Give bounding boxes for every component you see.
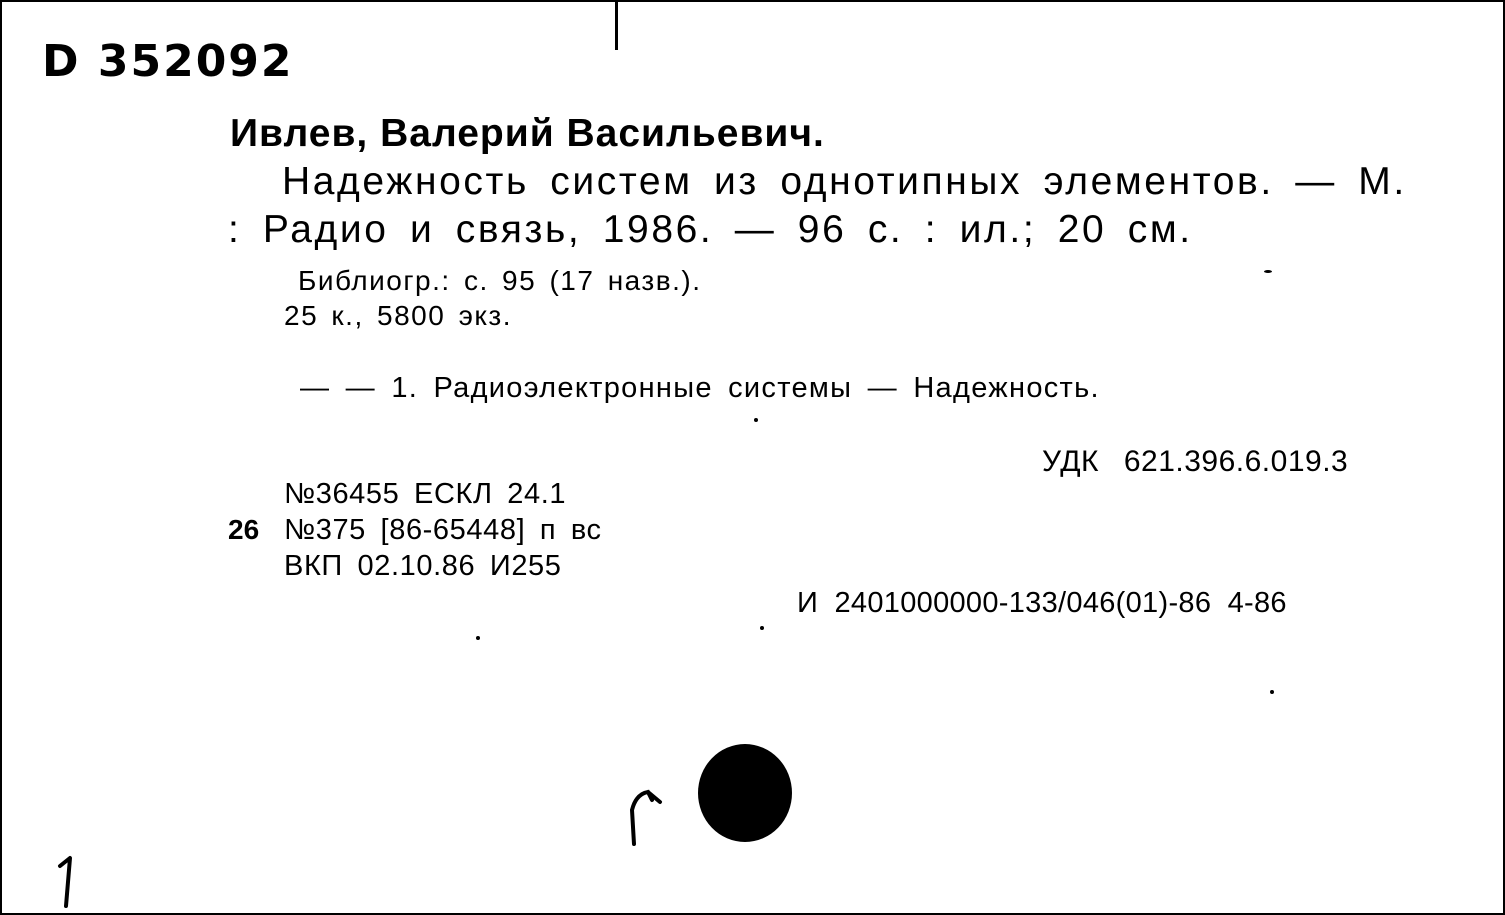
speck [760, 626, 764, 630]
registration-line-2: №375 [86-65448] п вс [284, 514, 602, 546]
registration-line-1: №36455 ЕСКЛ 24.1 [284, 478, 567, 510]
bibliography-note: Библиогр.: с. 95 (17 назв.). [298, 265, 702, 296]
call-number: D 352092 [42, 36, 294, 87]
title-line-1: Надежность систем из однотипных элементов. — М. [282, 160, 1407, 203]
speck [754, 418, 758, 422]
isbn-line: И 2401000000-133/046(01)-86 4-86 [797, 587, 1287, 619]
speck [476, 636, 480, 640]
udk-code: УДК 621.396.6.019.3 [1042, 445, 1349, 478]
registration-number: 26 [228, 514, 260, 545]
handwritten-mark-icon [624, 780, 670, 846]
price-and-print-run: 25 к., 5800 экз. [284, 300, 513, 331]
speck [1270, 690, 1274, 694]
handwritten-one-icon [54, 854, 80, 910]
punch-hole [698, 744, 792, 842]
registration-line-3: ВКП 02.10.86 И255 [284, 550, 562, 582]
title-line-2: : Радио и связь, 1986. — 96 с. : ил.; 20 см. [228, 208, 1193, 251]
author-heading: Ивлев, Валерий Васильевич. [230, 112, 825, 155]
top-edge-mark [615, 2, 618, 50]
subject-heading: — — 1. Радиоэлектронные системы — Надежность. [300, 372, 1100, 404]
speck [1264, 270, 1272, 273]
